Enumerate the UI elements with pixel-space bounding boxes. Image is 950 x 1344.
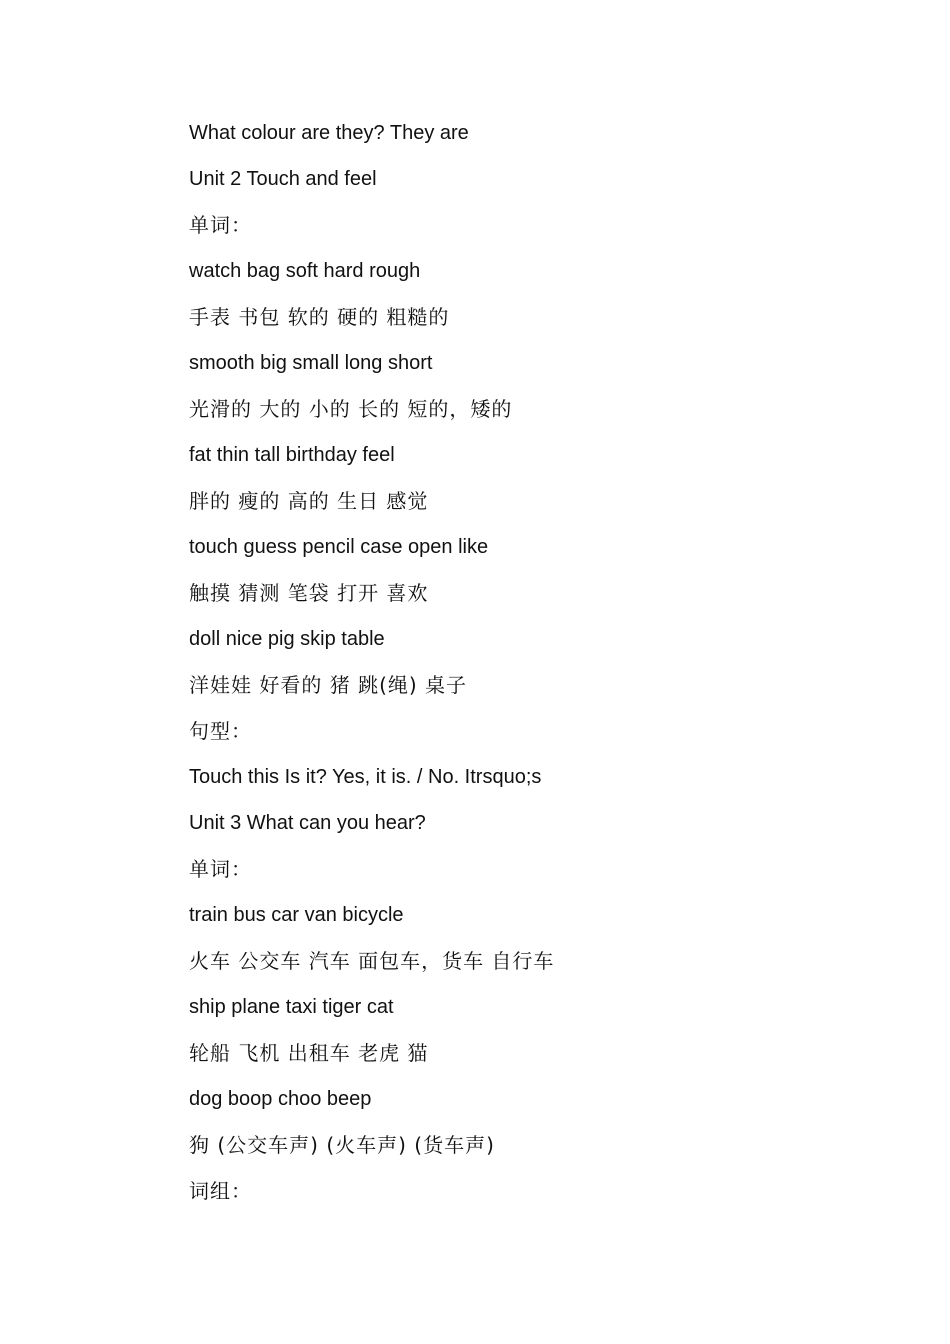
sentence-pattern-line: Touch this Is it? Yes, it is. / No. Itrsquo;s <box>189 766 542 788</box>
phrases-label: 词组： <box>189 1179 252 1203</box>
vocab-chinese-line: 光滑的 大的 小的 长的 短的，矮的 <box>189 397 513 421</box>
vocab-chinese-line: 胖的 瘦的 高的 生日 感觉 <box>189 489 429 513</box>
vocab-english-line: train bus car van bicycle <box>189 904 404 926</box>
vocab-chinese-line: 触摸 猜测 笔袋 打开 喜欢 <box>189 581 429 605</box>
vocab-chinese-line: 狗 (公交车声) (火车声) (货车声) <box>189 1133 495 1157</box>
vocabulary-label: 单词： <box>189 857 252 881</box>
text-line-unit1-sentence: What colour are they? They are <box>189 122 469 144</box>
sentence-pattern-label: 句型： <box>189 719 252 743</box>
document-body <box>189 116 829 1220</box>
vocab-english-line: fat thin tall birthday feel <box>189 444 395 466</box>
vocab-english-line: smooth big small long short <box>189 352 433 374</box>
vocab-chinese-line: 轮船 飞机 出租车 老虎 猫 <box>189 1041 429 1065</box>
vocab-english-line: dog boop choo beep <box>189 1088 372 1110</box>
vocab-english-line: ship plane taxi tiger cat <box>189 996 394 1018</box>
vocab-english-line: doll nice pig skip table <box>189 628 385 650</box>
vocab-chinese-line: 火车 公交车 汽车 面包车，货车 自行车 <box>189 949 555 973</box>
unit3-heading: Unit 3 What can you hear? <box>189 812 426 834</box>
unit2-heading: Unit 2 Touch and feel <box>189 168 377 190</box>
vocab-english-line: touch guess pencil case open like <box>189 536 489 558</box>
vocab-english-line: watch bag soft hard rough <box>189 260 421 282</box>
vocabulary-label: 单词： <box>189 213 252 237</box>
vocab-chinese-line: 洋娃娃 好看的 猪 跳(绳) 桌子 <box>189 673 468 697</box>
vocab-chinese-line: 手表 书包 软的 硬的 粗糙的 <box>189 305 450 329</box>
